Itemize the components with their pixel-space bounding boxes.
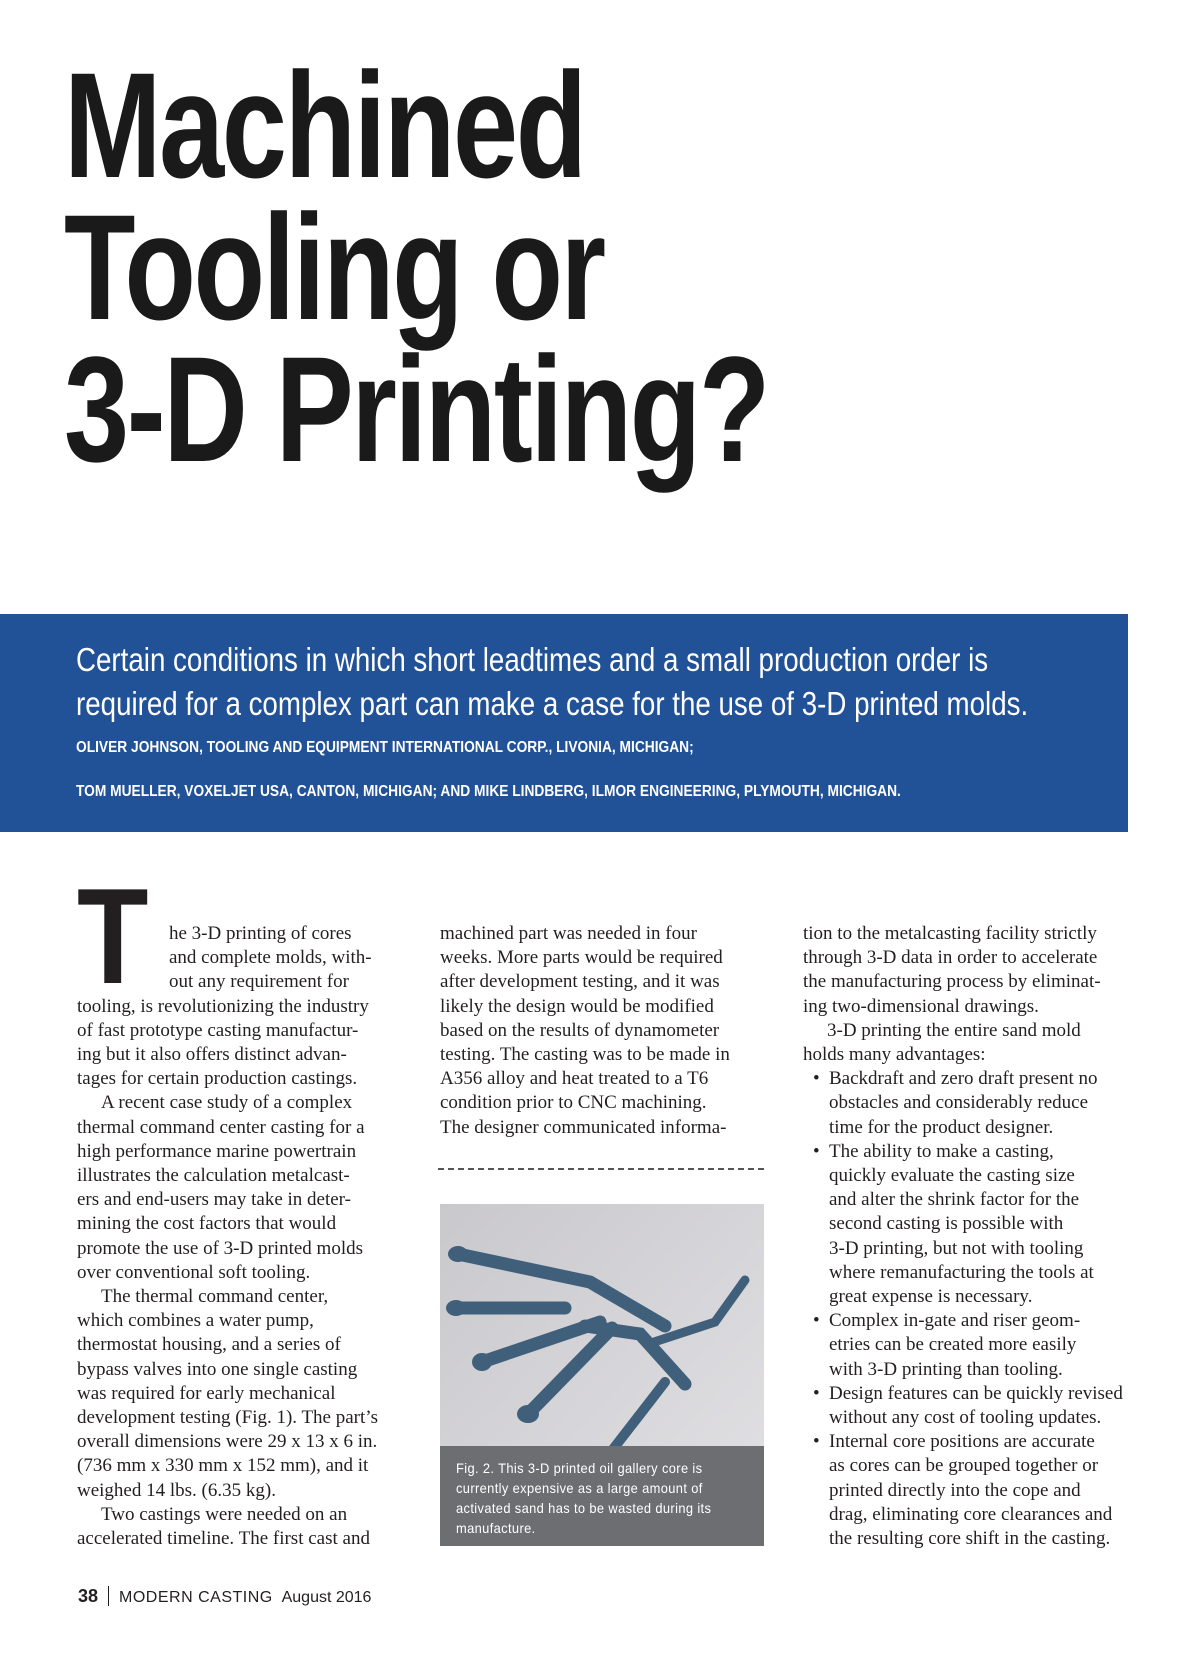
text-line: development testing (Fig. 1). The part’s <box>77 1407 378 1429</box>
text-line: • Complex in-gate and riser geom- <box>829 1310 1081 1332</box>
magazine-name: MODERN CASTING <box>119 1589 273 1606</box>
paragraph-continued <box>440 922 750 1140</box>
advantages-list <box>803 1067 1133 1551</box>
text-line: • Internal core positions are accurate <box>829 1431 1095 1453</box>
text-line: quickly evaluate the casting size <box>829 1165 1075 1187</box>
text-line: where remanufacturing the tools at <box>829 1261 1094 1283</box>
dashed-divider <box>438 1168 764 1170</box>
article-column-1 <box>77 922 395 1551</box>
list-item <box>803 1309 1133 1382</box>
text-line: The designer communicated informa- <box>440 1116 727 1138</box>
text-line: etries can be created more easily <box>829 1334 1077 1356</box>
text-line: high performance marine powertrain <box>77 1140 357 1162</box>
text-line: and alter the shrink factor for the <box>829 1189 1080 1211</box>
figure-caption: Fig. 2. This 3-D printed oil gallery core is currently expensive as a large amount of activated sand has to be wasted during its manufacture. <box>456 1460 712 1536</box>
text-line: bypass valves into one single casting <box>77 1358 358 1380</box>
paragraph-advantages <box>803 1019 1133 1067</box>
text-line: overall dimensions were 29 x 13 x 6 in. <box>77 1431 378 1453</box>
text-line: weeks. More parts would be required <box>440 947 723 969</box>
headline <box>64 41 906 493</box>
text-line: after development testing, and it was <box>440 971 720 993</box>
text-line: drag, eliminating core clearances and <box>829 1503 1113 1525</box>
deck <box>76 638 1029 726</box>
text-line: thermostat housing, and a series of <box>77 1334 341 1356</box>
text-line: • The ability to make a casting, <box>829 1140 1054 1162</box>
text-line: condition prior to CNC machining. <box>440 1092 707 1114</box>
text-line: the manufacturing process by eliminat- <box>803 971 1101 993</box>
paragraph-thermal-center <box>77 1285 395 1503</box>
byline-line-1: OLIVER JOHNSON, TOOLING AND EQUIPMENT INTERNATIONAL CORP., LIVONIA, MICHIGAN; <box>76 739 694 756</box>
text-line: holds many advantages: <box>803 1044 986 1066</box>
paragraph-continued <box>803 922 1133 1019</box>
paragraph-intro <box>77 922 395 1091</box>
text-line: 3-D printing, but not with tooling <box>829 1237 1084 1259</box>
text-line: printed directly into the cope and <box>829 1479 1081 1501</box>
text-line: mining the cost factors that would <box>77 1213 337 1235</box>
text-line: ing two-dimensional drawings. <box>803 995 1039 1017</box>
text-line: ing but it also offers distinct advan- <box>77 1044 347 1066</box>
drop-cap: T <box>77 860 149 1012</box>
text-line: without any cost of tooling updates. <box>829 1407 1102 1429</box>
text-line: of fast prototype casting manufactur- <box>77 1019 359 1041</box>
text-line: testing. The casting was to be made in <box>440 1044 730 1066</box>
paragraph-castings <box>77 1503 395 1551</box>
text-line: The thermal command center, <box>101 1286 329 1308</box>
text-line: illustrates the calculation metalcast- <box>77 1165 350 1187</box>
text-line: great expense is necessary. <box>829 1286 1033 1308</box>
article-column-3 <box>803 922 1133 1551</box>
headline-line-3: 3-D Printing? <box>64 325 769 493</box>
text-line: based on the results of dynamometer <box>440 1019 720 1041</box>
deck-banner <box>0 614 1128 832</box>
text-line: likely the design would be modified <box>440 995 714 1017</box>
text-line: weighed 14 lbs. (6.35 kg). <box>77 1479 276 1501</box>
text-line: machined part was needed in four <box>440 923 697 944</box>
text-line: the resulting core shift in the casting. <box>829 1528 1111 1550</box>
text-line: A356 alloy and heat treated to a T6 <box>440 1068 709 1090</box>
text-line: as cores can be grouped together or <box>829 1455 1099 1477</box>
page-number: 38 <box>78 1586 99 1606</box>
text-line: thermal command center casting for a <box>77 1116 365 1138</box>
text-line: • Backdraft and zero draft present no <box>829 1068 1098 1090</box>
page-footer <box>78 1586 371 1607</box>
text-line: promote the use of 3-D printed molds <box>77 1237 364 1259</box>
text-line: and complete molds, with- <box>169 947 372 969</box>
paragraph-case-study <box>77 1091 395 1285</box>
text-line: out any requirement for <box>169 971 349 993</box>
text-line: he 3-D printing of cores <box>169 923 352 944</box>
text-line: ers and end-users may take in deter- <box>77 1189 351 1211</box>
text-line: over conventional soft tooling. <box>77 1261 311 1283</box>
text-line: tooling, is revolutionizing the industry <box>77 995 369 1017</box>
text-line: accelerated timeline. The first cast and <box>77 1528 370 1550</box>
text-line: Two castings were needed on an <box>101 1503 348 1525</box>
text-line: A recent case study of a complex <box>101 1092 353 1114</box>
headline-line-2: Tooling or <box>64 183 604 351</box>
deck-line-2: required for a complex part can make a case for the use of 3-D printed molds. <box>76 685 1029 722</box>
text-line: was required for early mechanical <box>77 1382 336 1404</box>
article-column-2 <box>440 922 750 1140</box>
byline-line-2: TOM MUELLER, VOXELJET USA, CANTON, MICHIGAN; AND MIKE LINDBERG, ILMOR ENGINEERING, PLYMOUTH, MICHIGAN. <box>76 783 901 800</box>
text-line: with 3-D printing than tooling. <box>829 1358 1063 1380</box>
list-item <box>803 1382 1133 1430</box>
text-line: time for the product designer. <box>829 1116 1054 1138</box>
text-line: tages for certain production castings. <box>77 1068 358 1090</box>
text-line: (736 mm x 330 mm x 152 mm), and it <box>77 1455 369 1477</box>
deck-line-1: Certain conditions in which short leadtimes and a small production order is <box>76 641 989 678</box>
list-item <box>803 1430 1133 1551</box>
text-line: which combines a water pump, <box>77 1310 314 1332</box>
figure-caption-box <box>440 1446 764 1546</box>
footer-divider <box>108 1586 109 1606</box>
text-line: 3-D printing the entire sand mold <box>827 1019 1081 1041</box>
text-line: tion to the metalcasting facility strictly <box>803 923 1097 944</box>
issue-date: August 2016 <box>281 1589 372 1606</box>
text-line: through 3-D data in order to accelerate <box>803 947 1098 969</box>
text-line: obstacles and considerably reduce <box>829 1092 1089 1114</box>
text-line: second casting is possible with <box>829 1213 1064 1235</box>
list-item <box>803 1140 1133 1309</box>
text-line: • Design features can be quickly revised <box>829 1382 1123 1404</box>
list-item <box>803 1067 1133 1140</box>
headline-line-1: Machined <box>64 41 585 209</box>
